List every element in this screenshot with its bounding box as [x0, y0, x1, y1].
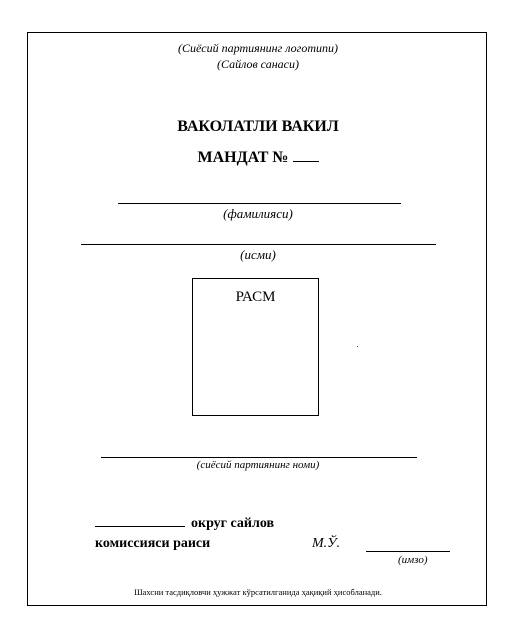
surname-caption: (фамилияси) [223, 206, 293, 221]
chairman-label: комиссияси раиси [95, 536, 211, 551]
surname-blank-line [118, 203, 401, 204]
district-number-blank [95, 514, 185, 527]
mandate-number-blank [293, 147, 319, 162]
photo-label: РАСМ [235, 289, 276, 305]
seal-placeholder: М.Ў. [312, 536, 341, 551]
signature-caption: (имзо) [398, 554, 428, 566]
validity-footnote: Шахсни тасдиқловчи ҳужжат кўрсатилганида ҳақиқий ҳисобланади. [134, 587, 382, 597]
mandate-number-line [28, 147, 488, 167]
stray-dot [357, 346, 358, 347]
party-logo-placeholder: (Сиёсий партиянинг логотипи) [177, 41, 339, 55]
name-caption: (исми) [240, 247, 276, 262]
party-name-caption: (сиёсий партиянинг номи) [196, 459, 320, 471]
signature-blank-line [366, 551, 450, 552]
district-label: округ сайлов [191, 516, 275, 531]
election-date-placeholder: (Сайлов санаси) [217, 57, 299, 71]
document-title: ВАКОЛАТЛИ ВАКИЛ [177, 118, 339, 135]
mandate-label: МАНДАТ № [197, 149, 289, 166]
district-commission-line [95, 514, 274, 532]
party-name-blank-line [101, 457, 417, 458]
photo-box [192, 278, 319, 416]
mandate-document [27, 32, 487, 606]
name-blank-line [81, 244, 436, 245]
